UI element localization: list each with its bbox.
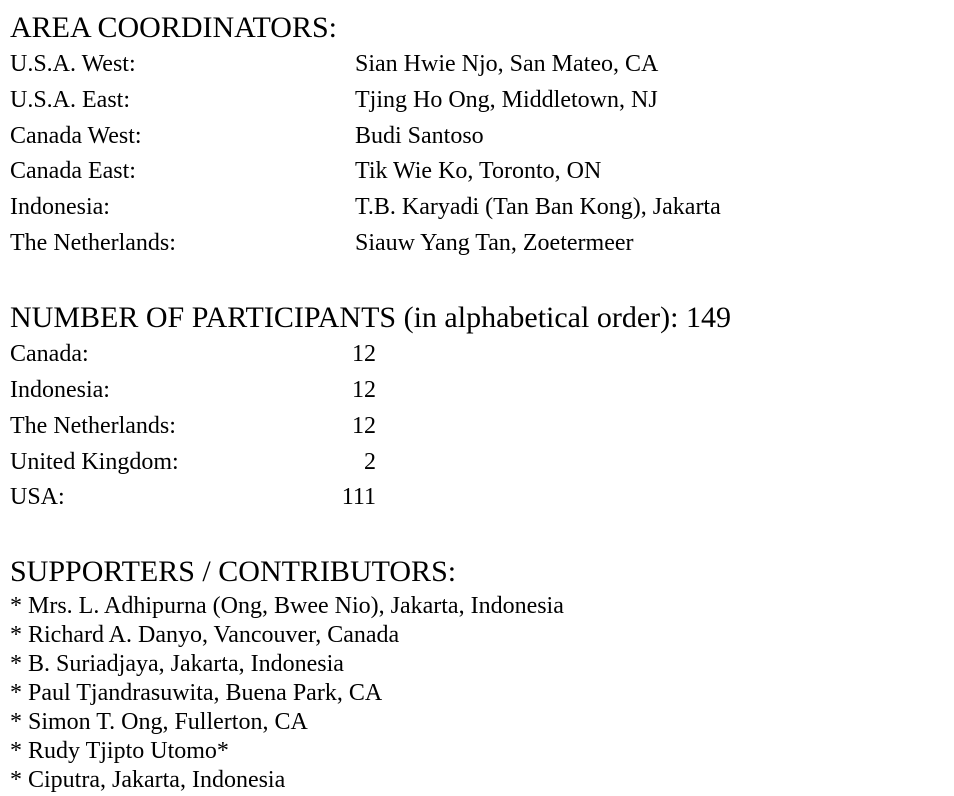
participant-country: The Netherlands: [10, 413, 176, 439]
supporter-item: * Mrs. L. Adhipurna (Ong, Bwee Nio), Jakarta, Indonesia [10, 593, 564, 619]
participant-country: USA: [10, 484, 65, 510]
participant-count: 12 [352, 377, 376, 403]
coordinator-person: Budi Santoso [355, 123, 484, 149]
supporter-item: * Ciputra, Jakarta, Indonesia [10, 767, 286, 793]
coordinator-person: Sian Hwie Njo, San Mateo, CA [355, 51, 659, 77]
participant-count: 2 [364, 449, 376, 475]
area-coordinators-heading: AREA COORDINATORS: [10, 11, 337, 44]
coordinator-region: Canada West: [10, 123, 142, 149]
coordinator-person: Siauw Yang Tan, Zoetermeer [355, 230, 634, 256]
coordinator-person: Tjing Ho Ong, Middletown, NJ [355, 87, 658, 113]
supporter-item: * B. Suriadjaya, Jakarta, Indonesia [10, 651, 344, 677]
supporter-item: * Simon T. Ong, Fullerton, CA [10, 709, 308, 735]
supporters-heading: SUPPORTERS / CONTRIBUTORS: [10, 555, 457, 588]
coordinator-region: U.S.A. West: [10, 51, 136, 77]
coordinator-region: Canada East: [10, 158, 136, 184]
supporter-item: * Richard A. Danyo, Vancouver, Canada [10, 622, 400, 648]
participant-count: 12 [352, 413, 376, 439]
coordinator-region: Indonesia: [10, 194, 110, 220]
participants-heading: NUMBER OF PARTICIPANTS (in alphabetical order): 149 [10, 301, 731, 334]
participant-count: 111 [341, 484, 376, 510]
participant-country: United Kingdom: [10, 449, 179, 475]
supporter-item: * Rudy Tjipto Utomo* [10, 738, 229, 764]
coordinator-region: The Netherlands: [10, 230, 176, 256]
coordinator-person: Tik Wie Ko, Toronto, ON [355, 158, 602, 184]
participant-country: Indonesia: [10, 377, 110, 403]
coordinator-region: U.S.A. East: [10, 87, 130, 113]
supporter-item: * Paul Tjandrasuwita, Buena Park, CA [10, 680, 383, 706]
coordinator-person: T.B. Karyadi (Tan Ban Kong), Jakarta [355, 194, 721, 220]
participant-count: 12 [352, 341, 376, 367]
participant-country: Canada: [10, 341, 89, 367]
